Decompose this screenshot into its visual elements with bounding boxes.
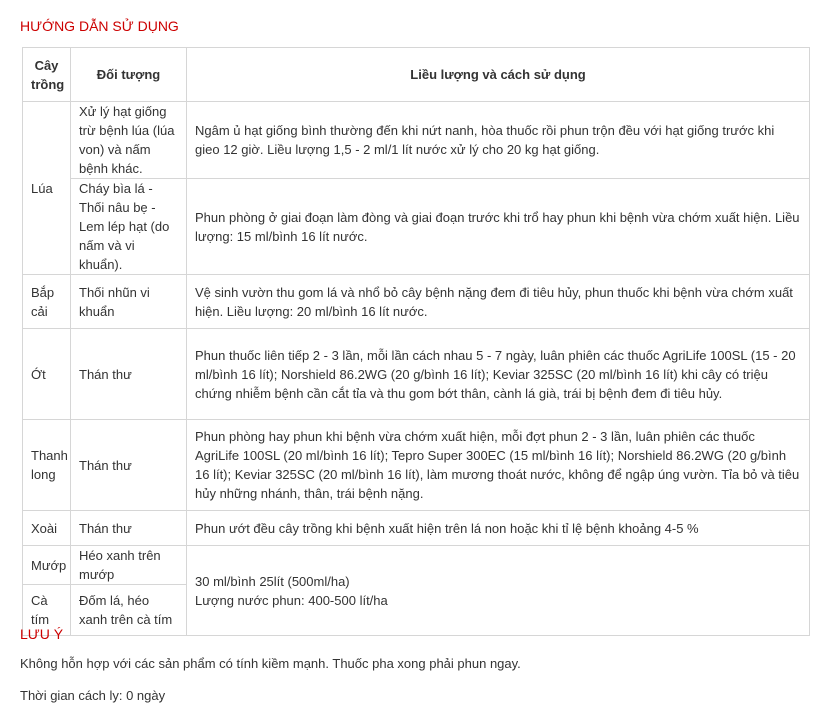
dosage-cell: Phun phòng ở giai đoạn làm đòng và giai đoạn trước khi trổ hay phun khi bệnh vừa chớm xuất hiện. Liều lượng: 15 ml/bình 16 lít nước. <box>187 179 810 275</box>
table-header-row <box>23 48 810 102</box>
dosage-line: Lượng nước phun: 400-500 lít/ha <box>195 592 388 608</box>
crop-cell: Thanh long <box>23 420 71 511</box>
target-cell: Thối nhũn vi khuẩn <box>71 275 187 329</box>
target-cell: Thán thư <box>71 329 187 420</box>
target-cell: Héo xanh trên mướp <box>71 546 187 585</box>
header-crop: Cây trồng <box>23 48 71 102</box>
note-heading: LƯU Ý <box>20 626 64 642</box>
crop-cell: Cà tím <box>23 585 71 636</box>
target-cell: Thán thư <box>71 420 187 511</box>
note-paragraph: Không hỗn hợp với các sản phẩm có tính kiềm mạnh. Thuốc pha xong phải phun ngay. <box>20 656 521 671</box>
crop-cell: Lúa <box>23 102 71 275</box>
page-title: HƯỚNG DẪN SỬ DỤNG <box>20 18 179 34</box>
crop-cell: Bắp cải <box>23 275 71 329</box>
dosage-cell: Phun phòng hay phun khi bệnh vừa chớm xuất hiện, mỗi đợt phun 2 - 3 lần, luân phiên các thuốc AgriLife 100SL (20 ml/bình 16 lít); Tepro Super 300EC (15 ml/bình 16 lít); Norshield 86.2WG (20 g/bình 16 lít); Keviar 325SC (20 ml/bình 16 lít), làm mương thoát nước, không để ngập úng vườn. Tỉa bỏ và tiêu hủy những nhánh, thân, trái bệnh nặng. <box>187 420 810 511</box>
table-row <box>23 275 810 329</box>
table-row <box>23 511 810 546</box>
table-row <box>23 102 810 179</box>
target-cell: Thán thư <box>71 511 187 546</box>
dosage-cell: Ngâm ủ hạt giống bình thường đến khi nứt nanh, hòa thuốc rồi phun trộn đều với hạt giống trước khi gieo 12 giờ. Liều lượng 1,5 - 2 ml/1 lít nước xử lý cho 20 kg hạt giống. <box>187 102 810 179</box>
target-cell: Xử lý hạt giống trừ bệnh lúa (lúa von) và nấm bệnh khác. <box>71 102 187 179</box>
target-cell: Đốm lá, héo xanh trên cà tím <box>71 585 187 636</box>
dosage-cell: Phun thuốc liên tiếp 2 - 3 lần, mỗi lần cách nhau 5 - 7 ngày, luân phiên các thuốc AgriLife 100SL (15 - 20 ml/bình 16 lít); Norshield 86.2WG (20 g/bình 16 lít); Keviar 325SC (20 ml/bình 16 lít) khi cây có triệu chứng nhiễm bệnh cần cắt tỉa và thu gom bớt thân, cành lá già, trái bị bệnh đem đi tiêu hủy. <box>187 329 810 420</box>
table-row <box>23 179 810 275</box>
table-row <box>23 329 810 420</box>
dosage-cell: Phun ướt đều cây trồng khi bệnh xuất hiện trên lá non hoặc khi tỉ lệ bệnh khoảng 4-5 % <box>187 511 810 546</box>
dosage-cell: Vệ sinh vườn thu gom lá và nhổ bỏ cây bệnh nặng đem đi tiêu hủy, phun thuốc khi bệnh vừa chớm xuất hiện. Liều lượng: 20 ml/bình 16 lít nước. <box>187 275 810 329</box>
note-paragraph: Thời gian cách ly: 0 ngày <box>20 688 166 703</box>
crop-cell: Xoài <box>23 511 71 546</box>
crop-cell: Ớt <box>23 329 71 420</box>
header-target: Đối tượng <box>71 48 187 102</box>
target-cell: Cháy bìa lá - Thối nâu bẹ - Lem lép hạt (do nấm và vi khuẩn). <box>71 179 187 275</box>
dosage-cell <box>187 546 810 636</box>
usage-table <box>22 47 810 636</box>
crop-cell: Mướp <box>23 546 71 585</box>
dosage-line: 30 ml/bình 25lít (500ml/ha) <box>195 573 350 589</box>
table-row <box>23 420 810 511</box>
header-dosage: Liều lượng và cách sử dụng <box>187 48 810 102</box>
table-row <box>23 546 810 585</box>
